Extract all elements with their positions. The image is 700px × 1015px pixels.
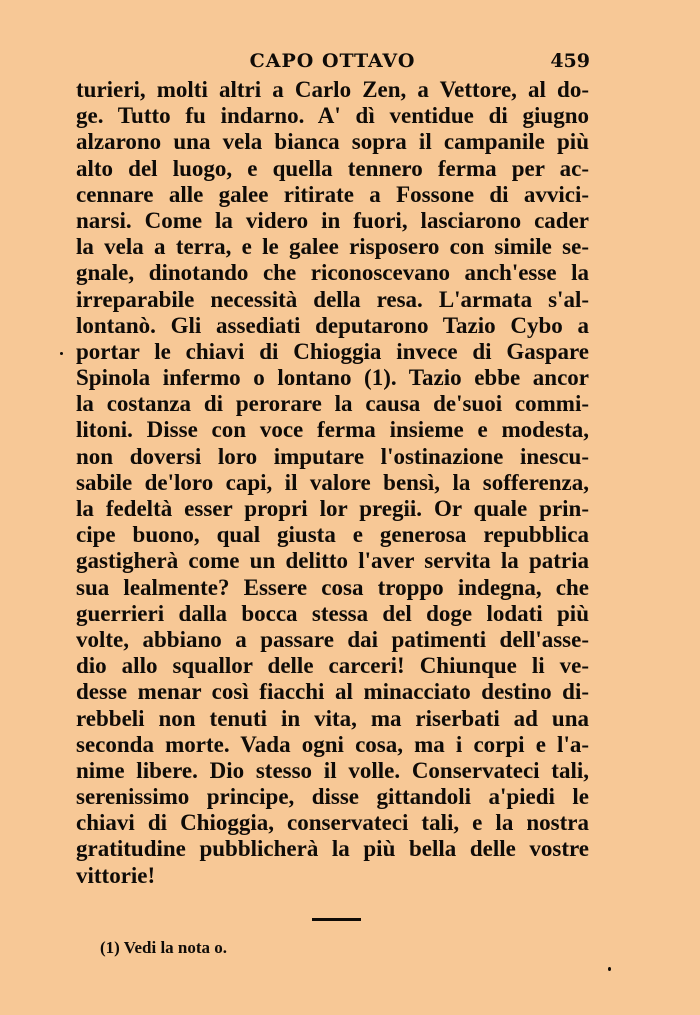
text-line: dio allo squallor delle carceri! Chiunque li ve- (76, 653, 589, 679)
text-line: Spinola infermo o lontano (1). Tazio ebbe ancor (76, 365, 589, 391)
text-line: rebbeli non tenuti in vita, ma riserbati ad una (76, 705, 589, 731)
margin-speck (60, 352, 63, 355)
text-line: narsi. Come la videro in fuori, lasciarono cader (76, 207, 589, 233)
text-line: alto del luogo, e quella tennero ferma per ac- (76, 155, 589, 181)
body-text (76, 77, 589, 889)
text-line: la costanza di perorare la causa de'suoi commi- (76, 391, 589, 417)
text-line: lontanò. Gli assediati deputarono Tazio Cybo a (76, 312, 589, 338)
text-line: portar le chiavi di Chioggia invece di Gaspare (76, 338, 589, 364)
footnote-separator-rule (312, 918, 361, 921)
footnote: (1) Vedi la nota o. (100, 938, 228, 957)
text-line: litoni. Disse con voce ferma insieme e modesta, (76, 417, 589, 443)
text-line: non doversi loro imputare l'ostinazione inescu- (76, 443, 589, 469)
text-line: irreparabile necessità della resa. L'armata s'al- (76, 286, 589, 312)
text-line: sabile de'loro capi, il valore bensì, la sofferenza, (76, 469, 589, 495)
text-line: sua lealmente? Essere cosa troppo indegna, che (76, 574, 589, 600)
text-line: ge. Tutto fu indarno. A' dì ventidue di giugno (76, 103, 589, 129)
text-line: guerrieri dalla bocca stessa del doge lodati più (76, 600, 589, 626)
text-line: chiavi di Chioggia, conservateci tali, e la nostra (76, 810, 589, 836)
text-line: turieri, molti altri a Carlo Zen, a Vettore, al do- (76, 77, 589, 102)
text-line: gastigherà come un delitto l'aver servita la patria (76, 548, 589, 574)
chapter-title: CAPO OTTAVO (249, 50, 416, 72)
text-line: seconda morte. Vada ogni cosa, ma i corpi e l'a- (76, 731, 589, 757)
text-line: gratitudine pubblicherà la più bella delle vostre (76, 836, 589, 862)
margin-speck (608, 967, 611, 971)
text-line: la fedeltà esser propri lor pregii. Or quale prin- (76, 496, 589, 521)
text-line: vittorie! (76, 862, 156, 888)
page-number: 459 (550, 50, 590, 72)
text-line: desse menar così fiacchi al minacciato destino di- (76, 679, 589, 705)
text-line: la vela a terra, e le galee risposero con simile se- (76, 234, 589, 260)
text-line: cennare alle galee ritirate a Fossone di avvici- (76, 181, 589, 207)
text-line: gnale, dinotando che riconoscevano anch'esse la (76, 260, 589, 286)
text-line: cipe buono, qual giusta e generosa repubblica (76, 522, 589, 548)
text-line: nime libere. Dio stesso il volle. Conservateci tali, (76, 757, 589, 783)
text-line: volte, abbiano a passare dai patimenti dell'asse- (76, 626, 589, 652)
text-line: alzarono una vela bianca sopra il campanile più (76, 129, 589, 155)
text-line: serenissimo principe, disse gittandoli a'piedi le (76, 784, 589, 810)
